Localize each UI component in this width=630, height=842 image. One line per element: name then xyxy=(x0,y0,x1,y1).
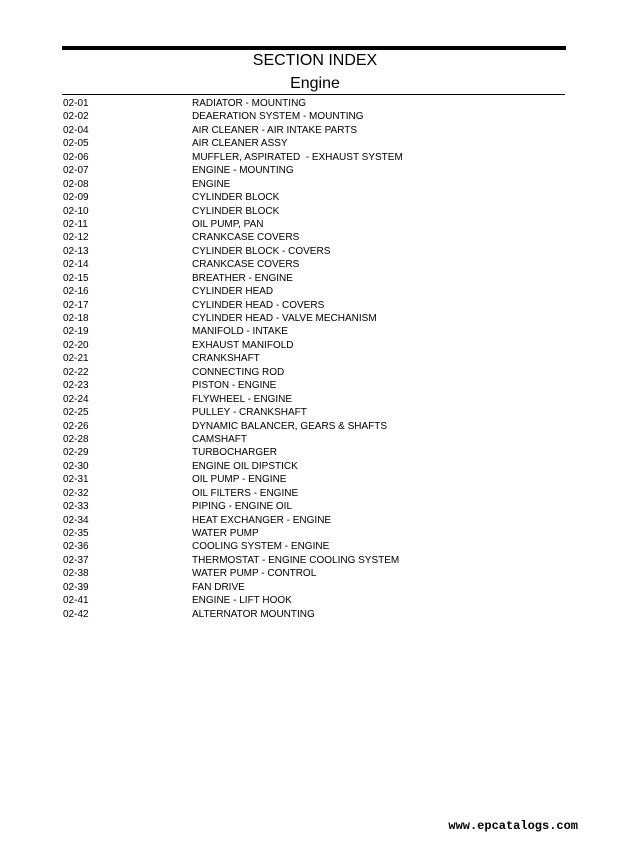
index-code: 02-08 xyxy=(63,178,89,190)
index-row xyxy=(63,245,563,258)
page-title: SECTION INDEX xyxy=(252,52,378,69)
index-row xyxy=(63,420,563,433)
index-row xyxy=(63,285,563,298)
index-row xyxy=(63,110,563,123)
index-code: 02-02 xyxy=(63,111,89,123)
index-row xyxy=(63,272,563,285)
index-description: MUFFLER, ASPIRATED - EXHAUST SYSTEM xyxy=(192,151,403,163)
index-description: MANIFOLD - INTAKE xyxy=(192,326,288,338)
index-code: 02-14 xyxy=(63,259,89,271)
index-row xyxy=(63,218,563,231)
index-code: 02-21 xyxy=(63,353,89,365)
index-code: 02-31 xyxy=(63,474,89,486)
index-code: 02-05 xyxy=(63,138,89,150)
index-row xyxy=(63,473,563,486)
index-code: 02-06 xyxy=(63,151,89,163)
index-row xyxy=(63,581,563,594)
index-description: CRANKCASE COVERS xyxy=(192,232,300,244)
index-description: OIL PUMP, PAN xyxy=(192,218,264,230)
footer-watermark: www.epcatalogs.com xyxy=(448,819,578,833)
index-row xyxy=(63,567,563,580)
index-description: DYNAMIC BALANCER, GEARS & SHAFTS xyxy=(192,420,388,432)
index-description: AIR CLEANER ASSY xyxy=(192,138,288,150)
index-code: 02-26 xyxy=(63,420,89,432)
index-code: 02-32 xyxy=(63,487,89,499)
header-rule xyxy=(62,94,565,95)
index-code: 02-04 xyxy=(63,124,89,136)
index-row xyxy=(63,231,563,244)
index-row xyxy=(63,339,563,352)
index-description: CRANKCASE COVERS xyxy=(192,259,300,271)
index-code: 02-23 xyxy=(63,380,89,392)
index-code: 02-39 xyxy=(63,581,89,593)
index-description: CYLINDER HEAD xyxy=(192,286,274,298)
section-subtitle: Engine xyxy=(290,75,340,92)
index-row xyxy=(63,366,563,379)
index-description: AIR CLEANER - AIR INTAKE PARTS xyxy=(192,124,358,136)
index-row xyxy=(63,97,563,110)
index-row xyxy=(63,554,563,567)
index-code: 02-13 xyxy=(63,245,89,257)
index-code: 02-34 xyxy=(63,514,89,526)
index-code: 02-38 xyxy=(63,568,89,580)
index-row xyxy=(63,178,563,191)
index-row xyxy=(63,191,563,204)
index-row xyxy=(63,124,563,137)
index-description: ENGINE OIL DIPSTICK xyxy=(192,460,298,472)
index-description: CYLINDER BLOCK xyxy=(192,205,280,217)
index-row xyxy=(63,433,563,446)
index-row xyxy=(63,393,563,406)
index-row xyxy=(63,164,563,177)
index-code: 02-18 xyxy=(63,313,89,324)
index-description: ENGINE xyxy=(192,178,231,190)
index-description: CYLINDER BLOCK - COVERS xyxy=(192,245,331,257)
index-code: 02-30 xyxy=(63,460,89,472)
index-description: RADIATOR - MOUNTING xyxy=(192,98,307,109)
index-row xyxy=(63,379,563,392)
index-code: 02-28 xyxy=(63,433,89,445)
index-row xyxy=(63,527,563,540)
index-row xyxy=(63,500,563,513)
index-description: EXHAUST MANIFOLD xyxy=(192,339,294,351)
index-row xyxy=(63,540,563,553)
index-description: WATER PUMP - CONTROL xyxy=(192,568,317,580)
index-code: 02-20 xyxy=(63,339,89,351)
index-row xyxy=(63,137,563,150)
index-code: 02-16 xyxy=(63,286,89,298)
index-row xyxy=(63,608,563,621)
index-code: 02-41 xyxy=(63,595,89,607)
index-row xyxy=(63,312,563,325)
index-code: 02-33 xyxy=(63,501,89,513)
index-row xyxy=(63,205,563,218)
index-description: PULLEY - CRANKSHAFT xyxy=(192,407,307,419)
index-code: 02-10 xyxy=(63,205,89,217)
index-description: COOLING SYSTEM - ENGINE xyxy=(192,541,330,553)
index-code: 02-22 xyxy=(63,366,89,378)
index-row xyxy=(63,446,563,459)
index-code: 02-19 xyxy=(63,326,89,338)
top-rule xyxy=(62,46,566,50)
index-code: 02-15 xyxy=(63,272,89,284)
index-code: 02-17 xyxy=(63,299,89,311)
index-code: 02-01 xyxy=(63,98,89,109)
index-description: ALTERNATOR MOUNTING xyxy=(192,608,315,620)
index-description: BREATHER - ENGINE xyxy=(192,272,293,284)
index-description: OIL FILTERS - ENGINE xyxy=(192,487,299,499)
index-description: FAN DRIVE xyxy=(192,581,245,593)
index-row xyxy=(63,514,563,527)
index-description: PIPING - ENGINE OIL xyxy=(192,501,293,513)
index-code: 02-24 xyxy=(63,393,89,405)
index-description: THERMOSTAT - ENGINE COOLING SYSTEM xyxy=(192,554,400,566)
index-code: 02-07 xyxy=(63,165,89,177)
index-description: DEAERATION SYSTEM - MOUNTING xyxy=(192,111,364,123)
index-row xyxy=(63,258,563,271)
index-code: 02-35 xyxy=(63,528,89,539)
index-description: CONNECTING ROD xyxy=(192,366,285,378)
index-description: WATER PUMP xyxy=(192,528,259,539)
index-code: 02-37 xyxy=(63,554,89,566)
index-code: 02-36 xyxy=(63,541,89,553)
index-row xyxy=(63,299,563,312)
index-row xyxy=(63,325,563,338)
index-code: 02-09 xyxy=(63,192,89,204)
index-code: 02-25 xyxy=(63,407,89,419)
index-description: CYLINDER HEAD - VALVE MECHANISM xyxy=(192,313,377,324)
section-index-list xyxy=(63,97,563,621)
index-row xyxy=(63,594,563,607)
index-row xyxy=(63,460,563,473)
index-row xyxy=(63,487,563,500)
index-description: ENGINE - LIFT HOOK xyxy=(192,595,292,607)
index-row xyxy=(63,151,563,164)
index-description: FLYWHEEL - ENGINE xyxy=(192,393,293,405)
index-description: TURBOCHARGER xyxy=(192,447,278,459)
index-description: CYLINDER BLOCK xyxy=(192,192,280,204)
index-code: 02-29 xyxy=(63,447,89,459)
index-description: CRANKSHAFT xyxy=(192,353,260,365)
index-description: PISTON - ENGINE xyxy=(192,380,277,392)
index-description: CYLINDER HEAD - COVERS xyxy=(192,299,325,311)
index-row xyxy=(63,352,563,365)
index-code: 02-11 xyxy=(63,218,88,230)
index-description: CAMSHAFT xyxy=(192,433,247,445)
index-code: 02-42 xyxy=(63,608,89,620)
index-description: OIL PUMP - ENGINE xyxy=(192,474,287,486)
index-row xyxy=(63,406,563,419)
index-code: 02-12 xyxy=(63,232,89,244)
index-description: ENGINE - MOUNTING xyxy=(192,165,294,177)
index-description: HEAT EXCHANGER - ENGINE xyxy=(192,514,332,526)
